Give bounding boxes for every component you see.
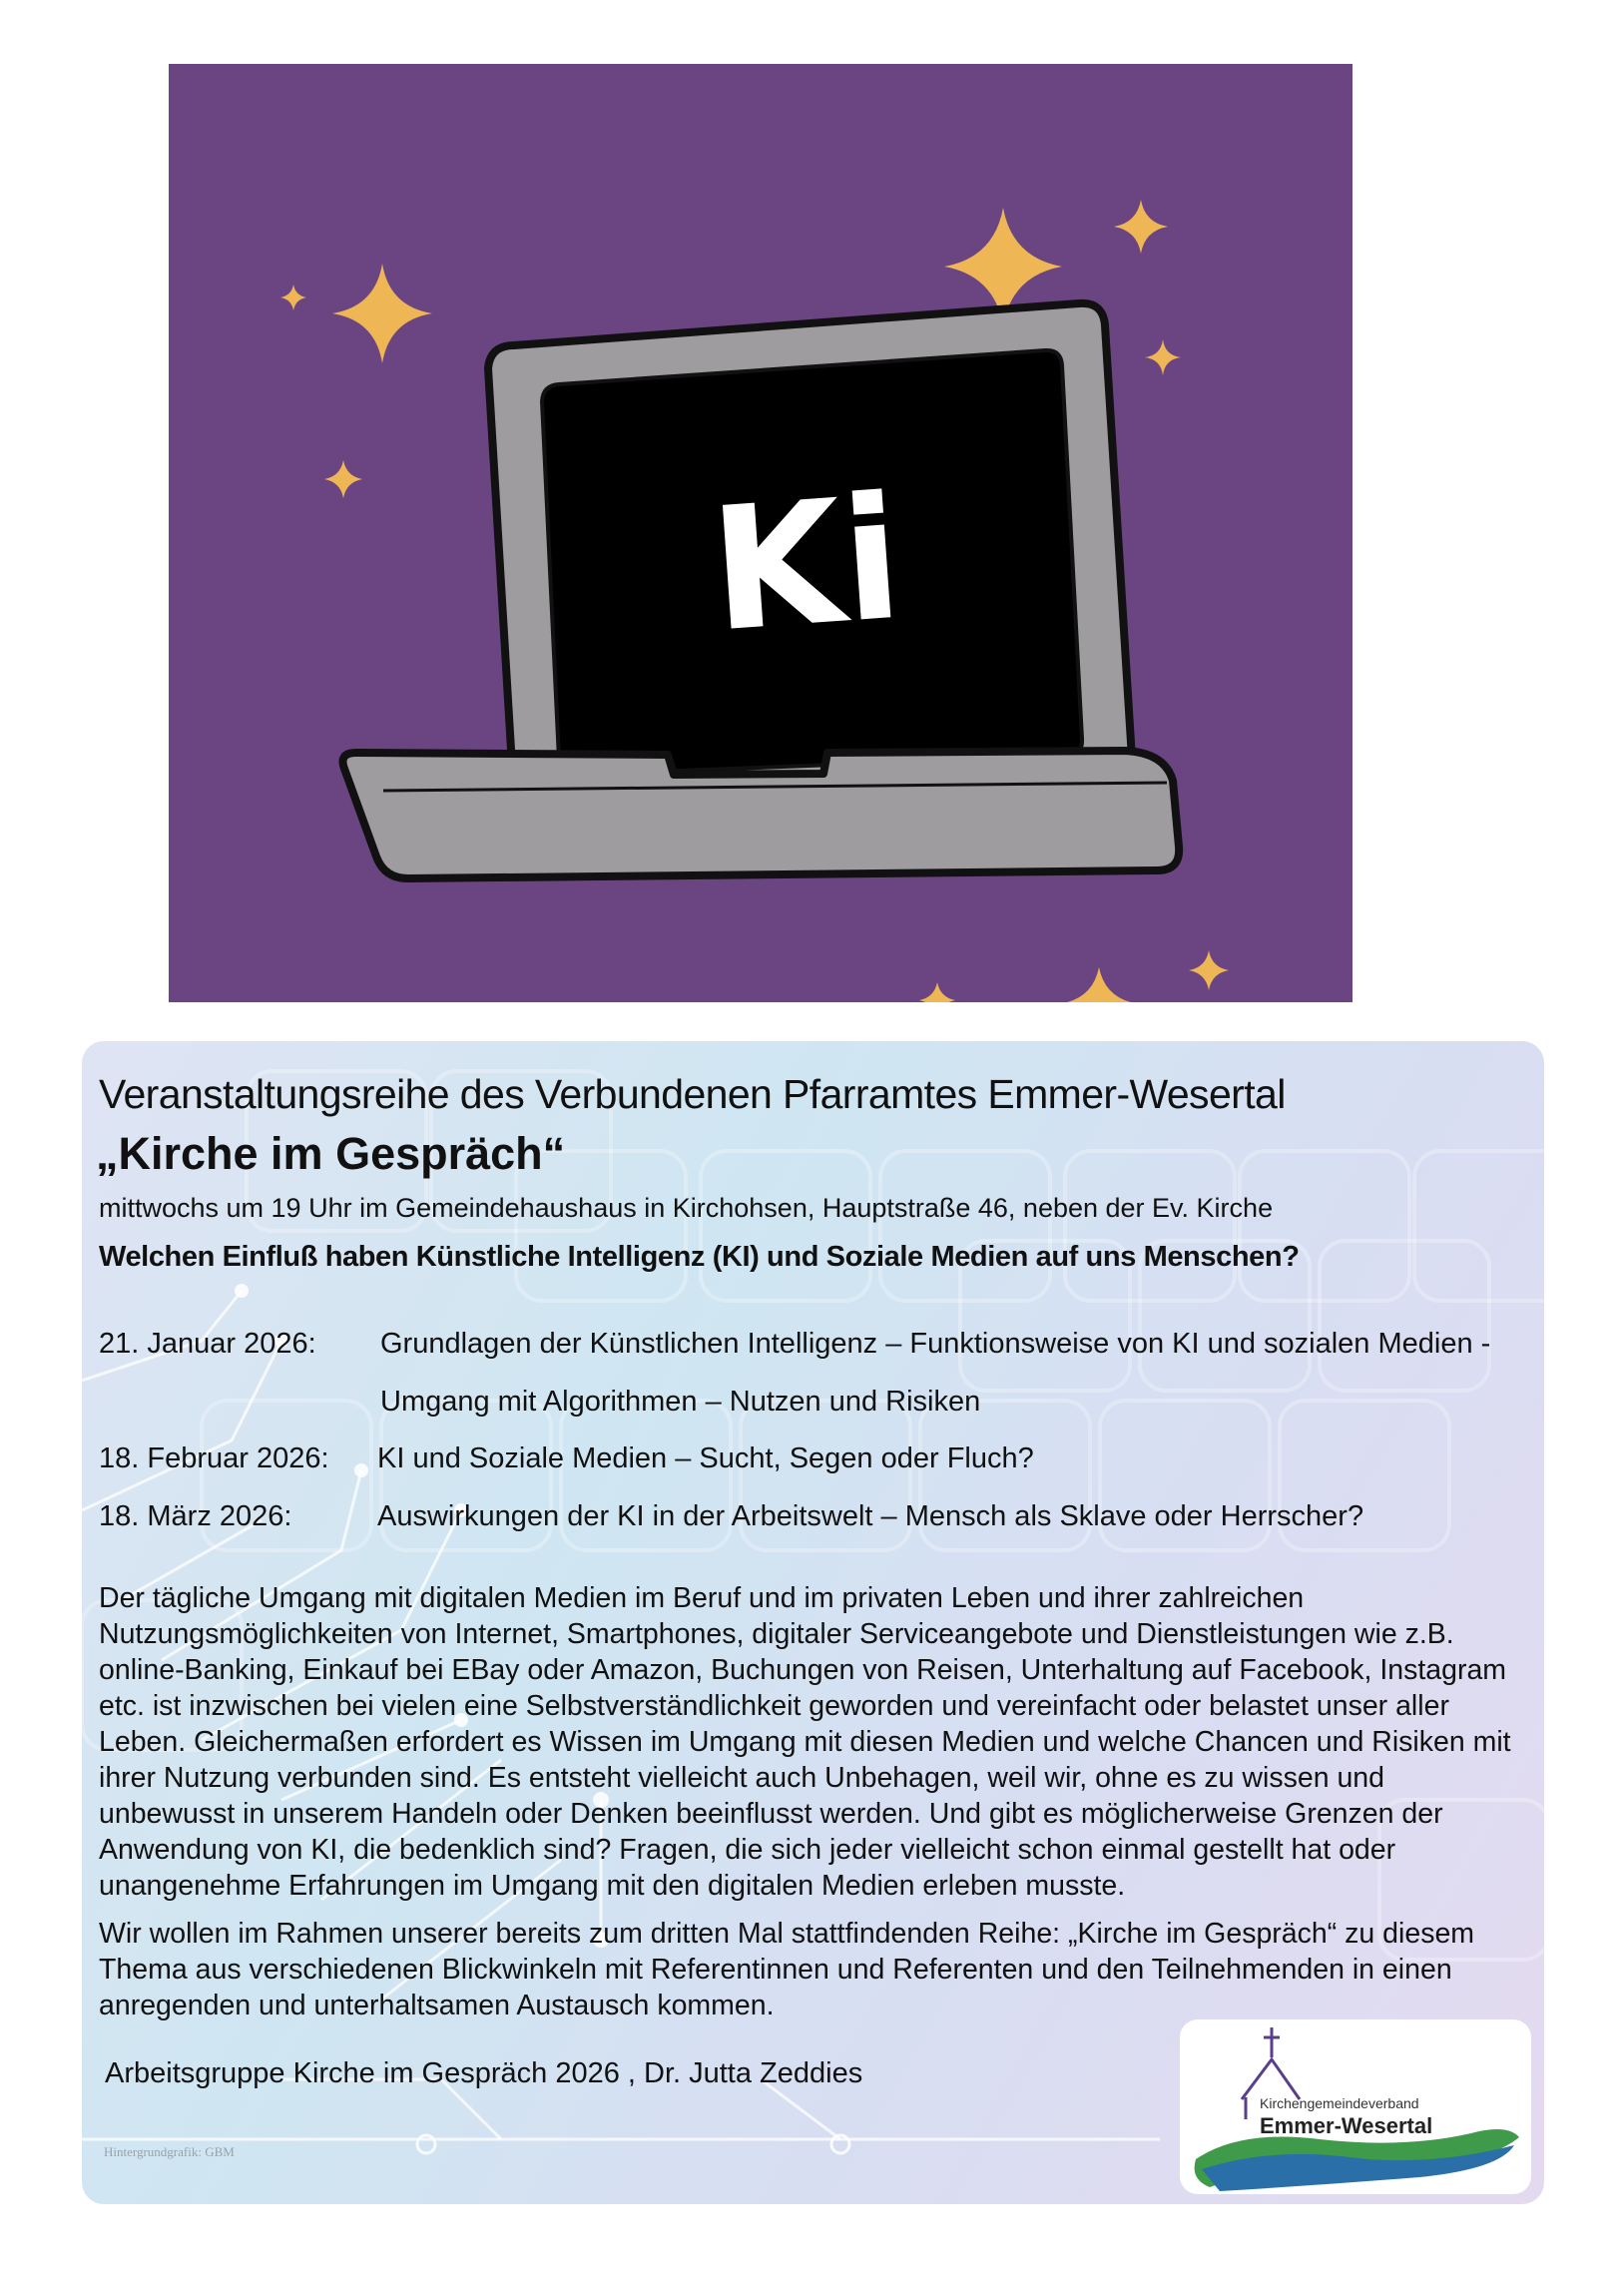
series-title: Veranstaltungsreihe des Verbundenen Pfarramtes Emmer-Wesertal bbox=[99, 1071, 1286, 1117]
signature: Arbeitsgruppe Kirche im Gespräch 2026 , Dr. Jutta Zeddies bbox=[105, 2057, 863, 2089]
description-text bbox=[99, 1580, 1516, 2035]
hero-illustration bbox=[169, 64, 1352, 1002]
church-logo bbox=[1180, 2019, 1531, 2194]
sparkle-icon bbox=[919, 982, 955, 1002]
description-paragraph: Der tägliche Umgang mit digitalen Medien im Beruf und im privaten Leben und ihrer zahlreichen Nutzungsmöglichkeiten von Internet, Smartphones, digitaler Serviceangebote und Dienstleistungen wie z.B. online-Banking, Einkauf bei EBay oder Amazon, Buchungen von Reisen, Unterhaltung auf Facebook, Instagram etc. ist inzwischen bei vielen eine Selbstverständlichkeit geworden und vereinfacht oder belastet unser aller Leben. Gleichermaßen erfordert es Wissen im Umgang mit diesen Medien und welche Chancen und Risiken mit ihrer Nutzung verbunden sind. Es entsteht vielleicht auch Unbehagen, weil wir, ohne es zu wissen und unbewusst in unserem Handeln oder Denken beeinflusst werden. Und gibt es möglicherweise Grenzen der Anwendung von KI, die bedenklich sind? Fragen, die sich jeder vielleicht schon einmal gestellt hat oder unangenehme Erfahrungen im Umgang mit den digitalen Medien erleben musste. bbox=[99, 1582, 1511, 1902]
main-title: „Kirche im Gespräch“ bbox=[96, 1128, 566, 1179]
schedule-date: 21. Januar 2026: bbox=[99, 1328, 316, 1360]
sparkle-icon bbox=[332, 264, 432, 363]
schedule-topic: Auswirkungen der KI in der Arbeitswelt – Mensch als Sklave oder Herrscher? bbox=[377, 1500, 1364, 1532]
schedule-date: 18. März 2026: bbox=[99, 1500, 292, 1532]
logo-title: Emmer-Wesertal bbox=[1260, 2113, 1433, 2138]
sparkle-icon bbox=[1114, 200, 1168, 254]
info-panel bbox=[82, 1041, 1544, 2204]
schedule-date: 18. Februar 2026: bbox=[99, 1442, 329, 1474]
sparkle-icon bbox=[324, 460, 362, 498]
sparkle-icon bbox=[1189, 950, 1229, 990]
laptop-illustration bbox=[169, 64, 1352, 1002]
schedule-topic: KI und Soziale Medien – Sucht, Segen oder Fluch? bbox=[377, 1442, 1034, 1474]
schedule-topic-continued: Umgang mit Algorithmen – Nutzen und Risiken bbox=[380, 1386, 981, 1418]
schedule-info: mittwochs um 19 Uhr im Gemeindehaushaus in Kirchohsen, Hauptstraße 46, neben der Ev. Kirche bbox=[99, 1193, 1274, 1223]
sparkle-icon bbox=[1145, 339, 1181, 375]
sparkle-icon bbox=[1063, 967, 1135, 1002]
topic-question: Welchen Einfluß haben Künstliche Intelligenz (KI) und Soziale Medien auf uns Menschen? bbox=[99, 1241, 1300, 1273]
schedule-topic: Grundlagen der Künstlichen Intelligenz – Funktionsweise von KI und sozialen Medien - bbox=[380, 1328, 1491, 1360]
sparkle-icon bbox=[280, 285, 306, 310]
image-credit: Hintergrundgrafik: GBM bbox=[104, 2144, 235, 2159]
logo-subtitle: Kirchengemeindeverband bbox=[1260, 2095, 1419, 2111]
screen-label: Ki bbox=[705, 459, 908, 671]
description-paragraph: Wir wollen im Rahmen unserer bereits zum dritten Mal stattfindenden Reihe: „Kirche im Gespräch“ zu diesem Thema aus verschiedenen Blickwinkeln mit Referentinnen und Referenten und den Teilnehmenden in einen anregenden und unterhaltsamen Austausch kommen. bbox=[99, 1918, 1475, 2021]
